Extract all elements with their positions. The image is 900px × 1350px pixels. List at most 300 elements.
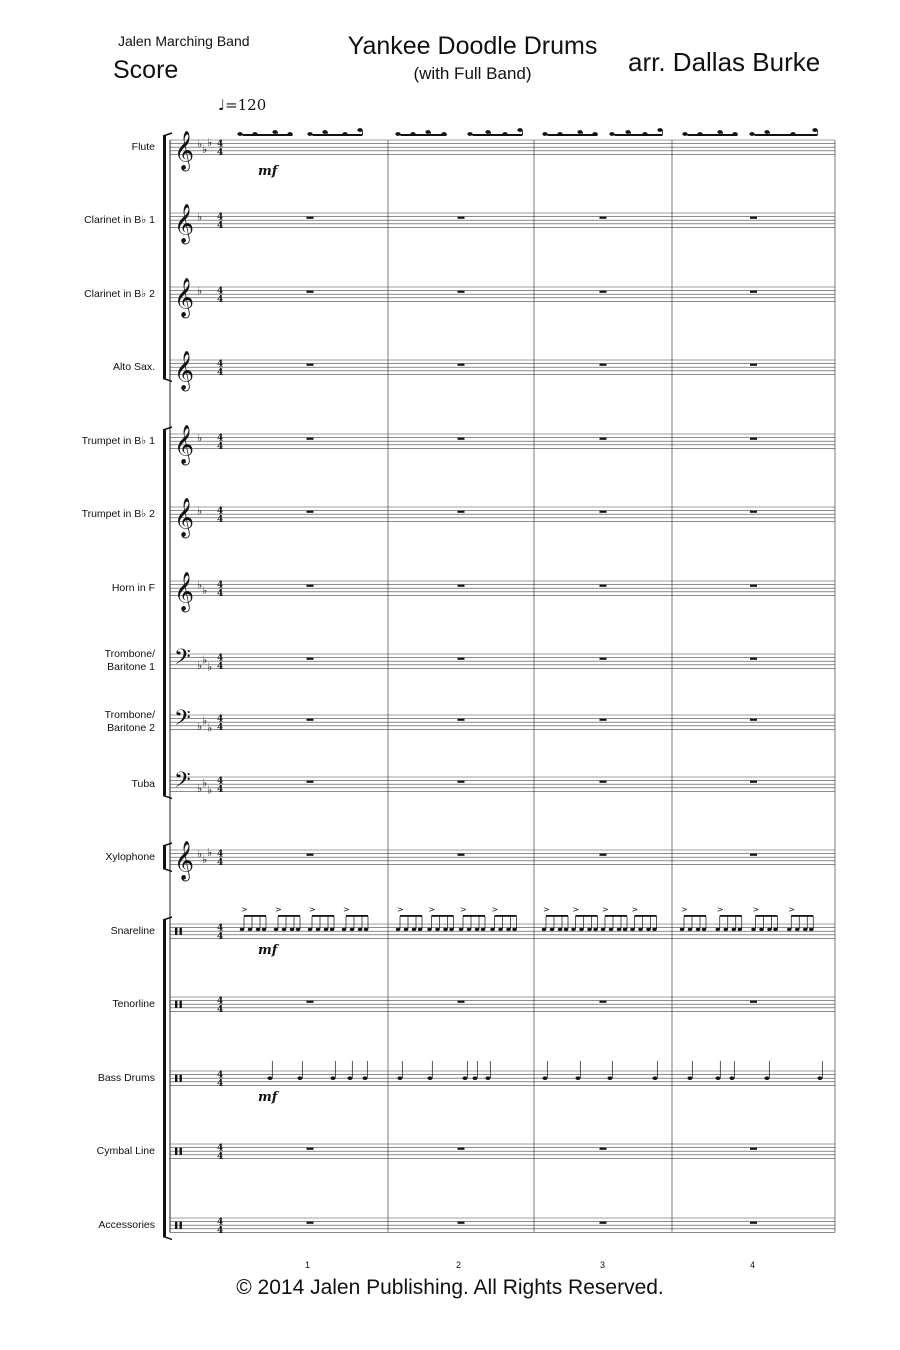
time-signature-bottom: 4 [217,784,224,795]
whole-rest [750,1222,757,1224]
instrument-label: Tenorline [112,998,155,1011]
snare-note [274,928,278,931]
snare-note [601,928,605,931]
whole-rest [307,719,314,721]
copyright-notice: © 2014 Jalen Publishing. All Rights Reserved. [236,1276,664,1299]
arranger-credit: arr. Dallas Burke [628,47,821,77]
snare-note [716,928,720,931]
bracket-hook [163,917,172,920]
bracket-hook [163,868,172,871]
snare-note [638,928,642,931]
percussion-clef-bar [180,1075,182,1082]
time-signature-top: 4 [217,1070,224,1081]
time-signature-bottom: 4 [217,588,224,599]
measure-number: 4 [750,1260,756,1270]
snare-note [342,928,346,931]
accent-mark: > [275,905,282,914]
whole-rest [307,217,314,219]
whole-rest [458,1001,465,1003]
flat-sign: ♭ [202,584,208,597]
instrument-label: Clarinet in B♭ 1 [84,214,155,227]
percussion-clef-bar [175,1222,177,1229]
snare-note [767,928,771,931]
bass-note [688,1076,693,1080]
whole-rest [307,1001,314,1003]
accent-mark: > [343,905,350,914]
beam [614,134,662,136]
snare-note [418,928,422,931]
instrument-label: Xylophone [105,851,155,864]
accent-mark: > [543,905,550,914]
treble-clef: 𝄞 [174,840,195,881]
snare-note [571,928,575,931]
flat-sign: ♭ [197,781,203,795]
snare-note [646,928,650,931]
whole-rest [600,719,607,721]
snare-note [587,928,591,931]
group-bracket [163,430,166,795]
instrument-label: Cymbal Line [96,1145,155,1158]
accent-mark: > [681,905,688,914]
beam [278,915,300,917]
beam [605,915,627,917]
time-signature-top: 4 [217,506,224,517]
flat-sign: ♭ [207,660,213,674]
accent-mark: > [716,905,724,914]
percussion-clef-bar [175,1001,177,1008]
snare-note [435,928,439,931]
time-signature-bottom: 4 [217,1004,224,1015]
snare-note [330,928,334,931]
beam [756,915,778,917]
whole-rest [750,585,757,587]
whole-rest [750,364,757,366]
time-signature-top: 4 [217,714,224,725]
dynamic-mf: mf [258,943,278,958]
piece-title: Yankee Doodle Drums [347,32,598,60]
bracket-hook [163,378,172,381]
time-signature-bottom: 4 [217,294,224,305]
whole-rest [750,781,757,783]
percussion-clef-bar [175,1075,177,1082]
beam [754,134,817,136]
bass-note [653,1076,658,1080]
beam [242,134,292,136]
whole-rest [458,854,465,856]
note-head [717,130,722,134]
beam [687,134,737,136]
bracket-hook [163,427,172,430]
instrument-label: Clarinet in B♭ 2 [84,288,155,301]
time-signature-bottom: 4 [217,220,224,231]
measure-number: 1 [305,1260,311,1270]
bass-note [348,1076,353,1080]
snare-note [467,928,471,931]
snare-note [262,928,266,931]
bass-note [268,1076,273,1080]
time-signature-bottom: 4 [217,1225,224,1236]
whole-rest [458,364,465,366]
whole-rest [458,438,465,440]
whole-rest [750,291,757,293]
time-signature-top: 4 [217,1143,224,1154]
beam [495,915,517,917]
whole-rest [307,1222,314,1224]
bass-clef: 𝄢 [174,705,191,736]
whole-rest [600,854,607,856]
snare-note [623,928,627,931]
flat-sign: ♭ [197,578,203,592]
snare-note [732,928,736,931]
whole-rest [458,511,465,513]
bass-clef: 𝄢 [174,644,191,675]
flat-sign: ♭ [197,284,203,298]
time-signature-bottom: 4 [217,661,224,672]
whole-rest [750,217,757,219]
time-signature-top: 4 [217,139,224,150]
snare-note [593,928,597,931]
group-bracket [163,846,166,868]
instrument-label: Accessories [98,1219,155,1232]
beam [472,134,522,136]
instrument-label: Trumpet in B♭ 1 [81,435,155,448]
whole-rest [600,364,607,366]
bass-note [428,1076,433,1080]
time-signature-bottom: 4 [217,514,224,525]
bass-note [730,1076,735,1080]
snare-note [702,928,706,931]
percussion-clef-bar [180,1001,182,1008]
bass-note [576,1076,581,1080]
snare-note [350,928,354,931]
whole-rest [307,854,314,856]
treble-clef: 𝄞 [174,130,195,171]
whole-rest [307,658,314,660]
snare-note [579,928,583,931]
bass-note [398,1076,403,1080]
note-head [395,132,400,136]
bass-note [765,1076,770,1080]
whole-rest [600,511,607,513]
bass-clef: 𝄢 [174,767,191,798]
time-signature-top: 4 [217,359,224,370]
time-signature-top: 4 [217,653,224,664]
snare-note [308,928,312,931]
snare-note [498,928,502,931]
whole-rest [600,217,607,219]
measure-number: 2 [456,1260,462,1270]
whole-rest [458,781,465,783]
whole-rest [307,291,314,293]
snare-note [427,928,431,931]
flat-sign: ♭ [197,137,203,151]
time-signature-bottom: 4 [217,722,224,733]
whole-rest [307,1148,314,1150]
flat-sign: ♭ [202,653,208,667]
snare-note [542,928,546,931]
snare-note [512,928,516,931]
whole-rest [458,1222,465,1224]
whole-rest [750,854,757,856]
flat-sign: ♭ [197,504,203,518]
snare-note [324,928,328,931]
bass-note [543,1076,548,1080]
group-bracket [163,136,166,378]
time-signature-bottom: 4 [217,147,224,158]
snare-note [609,928,613,931]
beam [720,915,742,917]
bass-note [716,1076,721,1080]
score-label: Score [113,56,179,84]
accent-mark: > [491,905,499,914]
whole-rest [600,658,607,660]
note-head [577,130,582,134]
whole-rest [750,1148,757,1150]
percussion-clef-bar [180,1148,182,1155]
piece-subtitle: (with Full Band) [413,64,532,83]
whole-rest [307,364,314,366]
flat-sign: ♭ [197,431,203,445]
snare-note [617,928,621,931]
note-head [425,130,430,134]
whole-rest [600,781,607,783]
snare-note [795,928,799,931]
note-head [237,132,242,136]
snare-note [412,928,416,931]
instrument-label: Trombone/ Baritone 2 [104,709,155,735]
snare-note [248,928,252,931]
note-head [749,132,754,136]
time-signature-top: 4 [217,580,224,591]
beam [312,915,334,917]
beam [791,915,813,917]
time-signature-bottom: 4 [217,857,224,868]
snare-note [688,928,692,931]
bass-note [463,1076,468,1080]
snare-note [364,928,368,931]
snare-note [296,928,300,931]
bracket-hook [163,795,172,798]
snare-note [738,928,742,931]
whole-rest [600,291,607,293]
accent-mark: > [241,905,248,914]
accent-mark: > [309,905,316,914]
snare-note [316,928,320,931]
bass-note [363,1076,368,1080]
time-signature-top: 4 [217,923,224,934]
note-head [322,130,327,134]
instrument-label: Alto Sax. [112,361,155,374]
flat-sign: ♭ [197,847,203,861]
treble-clef: 𝄞 [174,497,195,538]
beam [463,915,485,917]
bass-note [608,1076,613,1080]
treble-clef: 𝄞 [174,571,195,612]
bracket-hook [163,133,172,136]
accent-mark: > [752,905,760,914]
snare-note [256,928,260,931]
accent-mark: > [788,905,795,914]
bracket-hook [163,843,172,846]
beam [635,915,657,917]
note-head [272,130,277,134]
beam [400,915,422,917]
whole-rest [458,658,465,660]
whole-rest [600,1222,607,1224]
snare-note [630,928,634,931]
flat-sign: ♭ [197,658,203,672]
note-head [764,130,769,134]
flat-sign: ♭ [202,714,208,728]
snare-note [459,928,463,931]
accent-mark: > [572,905,580,914]
time-signature-bottom: 4 [217,931,224,942]
band-name: Jalen Marching Band [118,33,250,49]
time-signature-bottom: 4 [217,441,224,452]
time-signature-bottom: 4 [217,1078,224,1089]
bass-note [473,1076,478,1080]
snare-note [282,928,286,931]
instrument-label: Trombone/ Baritone 1 [104,648,155,674]
flat-sign: ♭ [202,853,208,866]
time-signature-bottom: 4 [217,1151,224,1162]
note-head [517,128,522,132]
flat-sign: ♭ [202,143,208,156]
flat-sign: ♭ [207,721,213,735]
whole-rest [307,438,314,440]
snare-note [240,928,244,931]
snare-note [680,928,684,931]
whole-rest [600,1148,607,1150]
snare-note [751,928,755,931]
whole-rest [458,291,465,293]
whole-rest [307,781,314,783]
treble-clef: 𝄞 [174,203,195,244]
snare-note [558,928,562,931]
snare-note [803,928,807,931]
whole-rest [458,217,465,219]
dynamic-mf: mf [258,164,278,179]
percussion-clef-bar [180,1222,182,1229]
beam [684,915,706,917]
percussion-clef-bar [175,928,177,935]
dynamic-mf: mf [258,1090,278,1105]
flat-sign: ♭ [197,210,203,224]
snare-note [564,928,568,931]
treble-clef: 𝄞 [174,350,195,391]
snare-note [809,928,813,931]
bass-note [298,1076,303,1080]
beam [400,134,446,136]
whole-rest [600,1001,607,1003]
note-head [357,128,362,132]
whole-rest [307,511,314,513]
whole-rest [600,585,607,587]
note-head [625,130,630,134]
beam [432,915,454,917]
snare-note [475,928,479,931]
bass-note [486,1076,491,1080]
group-bracket [163,920,166,1236]
note-head [467,132,472,136]
accent-mark: > [631,905,639,914]
instrument-label: Tuba [131,778,155,791]
whole-rest [750,658,757,660]
snare-note [481,928,485,931]
instrument-label: Bass Drums [97,1072,155,1085]
time-signature-top: 4 [217,996,224,1007]
whole-rest [307,585,314,587]
snare-note [404,928,408,931]
note-head [542,132,547,136]
time-signature-top: 4 [217,1217,224,1228]
snare-note [506,928,510,931]
time-signature-top: 4 [217,286,224,297]
instrument-label: Trumpet in B♭ 2 [81,508,155,521]
percussion-clef-bar [175,1148,177,1155]
treble-clef: 𝄞 [174,277,195,318]
accent-mark: > [460,905,467,914]
whole-rest [750,1001,757,1003]
instrument-label: Flute [131,141,155,154]
flat-sign: ♭ [202,776,208,790]
bracket-hook [163,1236,172,1239]
time-signature-top: 4 [217,776,224,787]
snare-note [443,928,447,931]
beam [546,915,568,917]
beam [346,915,368,917]
note-head [682,132,687,136]
time-signature-bottom: 4 [217,367,224,378]
whole-rest [600,438,607,440]
bass-note [818,1076,823,1080]
time-signature-top: 4 [217,849,224,860]
instrument-label: Snareline [110,925,155,938]
beam [576,915,598,917]
bass-note [331,1076,336,1080]
accent-mark: > [428,905,436,914]
snare-note [358,928,362,931]
whole-rest [750,719,757,721]
percussion-clef-bar [180,928,182,935]
note-head [657,128,662,132]
note-head [812,128,817,132]
whole-rest [458,719,465,721]
snare-note [696,928,700,931]
instrument-label: Horn in F [111,582,155,595]
note-head [307,132,312,136]
note-head [485,130,490,134]
time-signature-top: 4 [217,433,224,444]
measure-number: 3 [600,1260,606,1270]
beam [547,134,597,136]
tempo-marking: ♩=120 [218,96,267,114]
snare-note [773,928,777,931]
flat-sign: ♭ [197,719,203,733]
snare-note [396,928,400,931]
time-signature-top: 4 [217,212,224,223]
snare-note [449,928,453,931]
whole-rest [750,438,757,440]
whole-rest [750,511,757,513]
snare-note [759,928,763,931]
whole-rest [458,1148,465,1150]
accent-mark: > [397,905,404,914]
snare-note [724,928,728,931]
treble-clef: 𝄞 [174,424,195,465]
flat-sign: ♭ [207,135,213,149]
beam [244,915,266,917]
